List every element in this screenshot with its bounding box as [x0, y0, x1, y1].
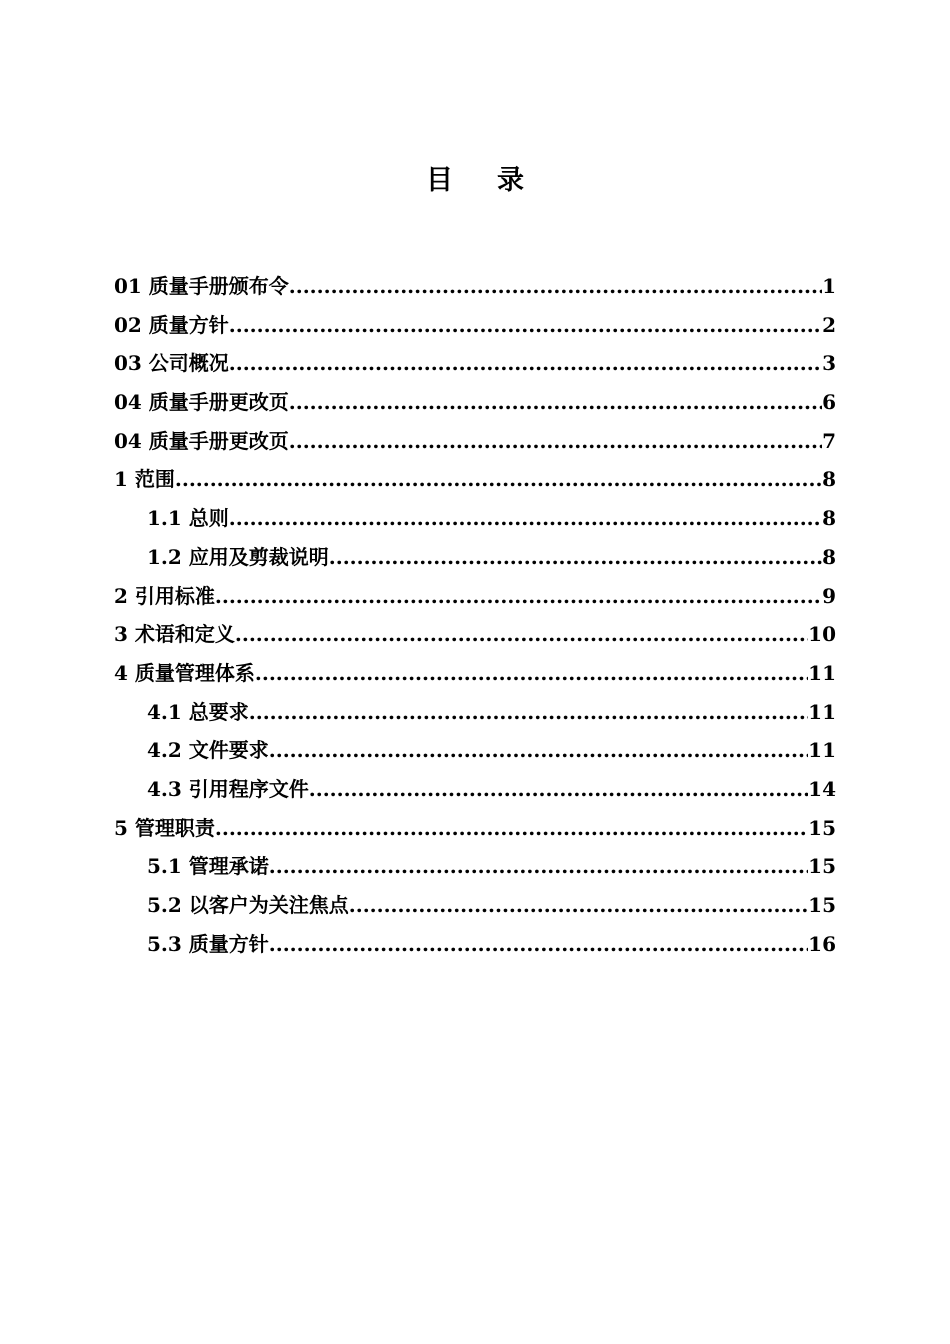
toc-dot-leader [289, 422, 822, 461]
toc-dot-leader [175, 460, 822, 499]
toc-entry[interactable] [114, 344, 836, 383]
toc-entry-page-number: 7 [822, 428, 836, 453]
toc-entry-page-number: 11 [808, 738, 836, 763]
toc-dot-leader [289, 383, 822, 422]
toc-dot-leader [229, 306, 822, 345]
toc-entry-page-number: 8 [822, 544, 836, 569]
toc-entry-page-number: 14 [808, 776, 836, 801]
toc-entry[interactable] [114, 306, 836, 345]
toc-dot-leader [309, 770, 808, 809]
toc-entry[interactable] [114, 731, 836, 770]
toc-entry-label: 04 质量手册更改页 [114, 390, 289, 415]
toc-entry-label: 03 公司概况 [114, 351, 229, 376]
toc-entry[interactable] [114, 422, 836, 461]
toc-dot-leader [229, 499, 822, 538]
toc-dot-leader [229, 344, 822, 383]
toc-entry-page-number: 16 [808, 931, 836, 956]
toc-entry-label: 1.2 应用及剪裁说明 [147, 544, 329, 569]
toc-entry-label: 5.2 以客户为关注焦点 [147, 893, 349, 917]
toc-dot-leader [235, 615, 808, 654]
toc-entry-label: 1 范围 [114, 467, 175, 492]
toc-entry-page-number: 6 [822, 390, 836, 415]
toc-entry-page-number: 8 [822, 506, 836, 531]
toc-dot-leader [269, 925, 808, 964]
toc-entry-page-number: 1 [822, 274, 836, 298]
toc-entry-page-number: 3 [822, 351, 836, 376]
toc-entry[interactable] [114, 615, 836, 654]
toc-entry[interactable] [114, 460, 836, 499]
toc-entry-label: 4 质量管理体系 [114, 660, 255, 685]
toc-dot-leader [269, 847, 808, 886]
toc-dot-leader [215, 809, 808, 848]
toc-entry-label: 01 质量手册颁布令 [114, 274, 289, 298]
toc-entry[interactable] [114, 654, 836, 693]
toc-dot-leader [329, 538, 822, 577]
toc-entry[interactable] [114, 538, 836, 577]
toc-dot-leader [215, 577, 822, 616]
toc-entry[interactable] [114, 693, 836, 732]
toc-entry-label: 3 术语和定义 [114, 622, 235, 647]
toc-entry-label: 4.1 总要求 [147, 699, 249, 724]
toc-entry[interactable] [114, 577, 836, 616]
toc-entry-label: 5.1 管理承诺 [147, 854, 269, 879]
toc-entry[interactable] [114, 770, 836, 809]
toc-entry-label: 02 质量方针 [114, 312, 229, 337]
toc-dot-leader [349, 886, 808, 925]
toc-entry-page-number: 2 [822, 312, 836, 337]
toc-entry[interactable] [114, 267, 836, 306]
toc-entry[interactable] [114, 847, 836, 886]
toc-dot-leader [249, 693, 808, 732]
toc-entry-page-number: 9 [822, 583, 836, 608]
toc-dot-leader [289, 267, 822, 306]
toc-title: 目录 [426, 165, 568, 196]
toc-entry-page-number: 11 [808, 660, 836, 685]
toc-entry[interactable] [114, 499, 836, 538]
toc-entry-label: 4.3 引用程序文件 [147, 776, 309, 801]
toc-entry-label: 04 质量手册更改页 [114, 428, 289, 453]
toc-entry-label: 2 引用标准 [114, 583, 215, 608]
toc-entry[interactable] [114, 383, 836, 422]
toc-dot-leader [255, 654, 808, 693]
toc-entry-page-number: 15 [808, 893, 836, 917]
toc-dot-leader [269, 731, 808, 770]
toc-entry-page-number: 15 [808, 854, 836, 879]
toc-entry-label: 5 管理职责 [114, 815, 215, 840]
toc-entry-label: 1.1 总则 [147, 506, 229, 531]
toc-entry-page-number: 8 [822, 467, 836, 492]
toc-entry-page-number: 10 [808, 622, 836, 647]
toc-entry-label: 4.2 文件要求 [147, 738, 269, 763]
toc-entry[interactable] [114, 886, 836, 925]
toc-list [114, 267, 836, 963]
toc-entry-label: 5.3 质量方针 [147, 931, 269, 956]
toc-entry-page-number: 11 [808, 699, 836, 724]
toc-entry[interactable] [114, 925, 836, 964]
toc-entry-page-number: 15 [808, 815, 836, 840]
toc-entry[interactable] [114, 809, 836, 848]
